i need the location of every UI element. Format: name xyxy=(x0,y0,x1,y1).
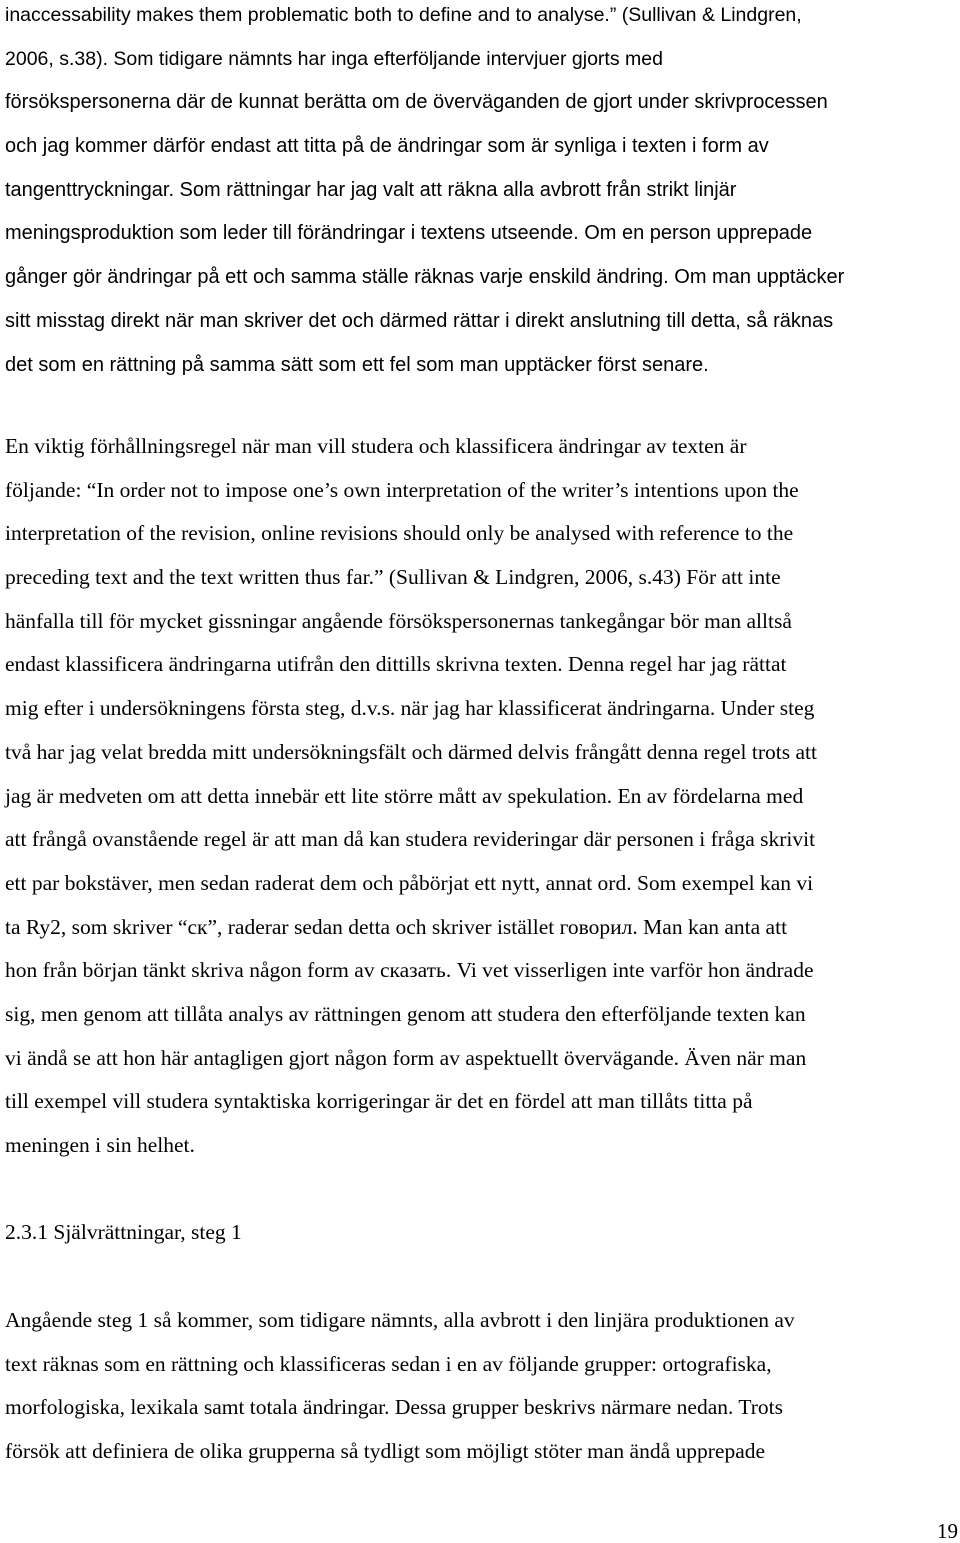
text-line: sitt misstag direkt när man skriver det och därmed rättar i direkt anslutning till detta, så räknas xyxy=(5,309,834,332)
text-line: till exempel vill studera syntaktiska korrigeringar är det en fördel att man tillåts titta på xyxy=(5,1089,753,1114)
text-line: att frångå ovanstående regel är att man då kan studera revideringar där personen i fråga skrivit xyxy=(5,827,816,852)
text-line: jag är medveten om att detta innebär ett lite större mått av spekulation. En av fördelarna med xyxy=(5,783,804,808)
paragraph-3 xyxy=(5,1299,960,1474)
text-line: meningen i sin helhet. xyxy=(5,1133,195,1157)
text-line: mig efter i undersökningens första steg, d.v.s. när jag har klassificerat ändringarna. Under steg xyxy=(5,696,815,721)
text-line: och jag kommer därför endast att titta på de ändringar som är synliga i texten i form av xyxy=(5,135,769,158)
text-line: det som en rättning på samma sätt som ett fel som man upptäcker först senare. xyxy=(5,353,709,376)
page-number: 19 xyxy=(937,1519,958,1543)
text-line: försök att definiera de olika grupperna så tydligt som möjligt stöter man ändå upprepade xyxy=(5,1439,766,1464)
text-line: meningsproduktion som leder till förändringar i textens utseende. Om en person upprepade xyxy=(5,222,813,245)
text-line: försökspersonerna där de kunnat berätta om de överväganden de gjort under skrivprocessen xyxy=(5,91,828,114)
text-line: ett par bokstäver, men sedan raderat dem och påbörjat ett nytt, annat ord. Som exempel kan vi xyxy=(5,870,814,895)
text-line: inaccessability makes them problematic both to define and to analyse.” (Sullivan & Lindgren, xyxy=(5,4,802,26)
text-line: Angående steg 1 så kommer, som tidigare nämnts, alla avbrott i den linjära produktionen av xyxy=(5,1308,795,1332)
section-heading-text: 2.3.1 Självrättningar, steg 1 xyxy=(5,1220,242,1244)
text-line: preceding text and the text written thus far.” (Sullivan & Lindgren, 2006, s.43) För att inte xyxy=(5,565,781,590)
text-line: följande: “In order not to impose one’s own interpretation of the writer’s intentions upon the xyxy=(5,477,799,502)
text-line: två har jag velat bredda mitt undersökningsfält och därmed delvis frångått denna regel trots att xyxy=(5,739,817,764)
text-line: gånger gör ändringar på ett och samma ställe räknas varje enskild ändring. Om man upptäcker xyxy=(5,266,845,289)
text-line: endast klassificera ändringarna utifrån den dittills skrivna texten. Denna regel har jag rättat xyxy=(5,652,787,677)
text-line: interpretation of the revision, online revisions should only be analysed with reference to the xyxy=(5,521,794,546)
text-line: En viktig förhållningsregel när man vill studera och klassificera ändringar av texten är xyxy=(5,434,747,458)
text-line: ta Ry2, som skriver “ск”, raderar sedan detta och skriver istället говорил. Man kan anta att xyxy=(5,914,788,939)
text-line: morfologiska, lexikala samt totala ändringar. Dessa grupper beskrivs närmare nedan. Trots xyxy=(5,1395,783,1420)
text-line: vi ändå se att hon här antagligen gjort någon form av aspektuellt övervägande. Även när man xyxy=(5,1045,807,1070)
text-line: hänfalla till för mycket gissningar angående försökspersonernas tankegångar bör man alltså xyxy=(5,608,792,633)
text-line: hon från början tänkt skriva någon form av сказать. Vi vet visserligen inte varför hon ändrade xyxy=(5,958,814,983)
text-line: 2006, s.38). Som tidigare nämnts har inga efterföljande intervjuer gjorts med xyxy=(5,47,663,70)
text-line: text räknas som en rättning och klassificeras sedan i en av följande grupper: ortografiska, xyxy=(5,1351,772,1376)
paragraph-1 xyxy=(5,0,960,387)
paragraph-2 xyxy=(5,425,960,1168)
text-line: sig, men genom att tillåta analys av rättningen genom att studera den efterföljande texten kan xyxy=(5,1001,806,1026)
text-line: tangenttryckningar. Som rättningar har jag valt att räkna alla avbrott från strikt linjär xyxy=(5,178,737,201)
section-heading xyxy=(5,1211,960,1255)
